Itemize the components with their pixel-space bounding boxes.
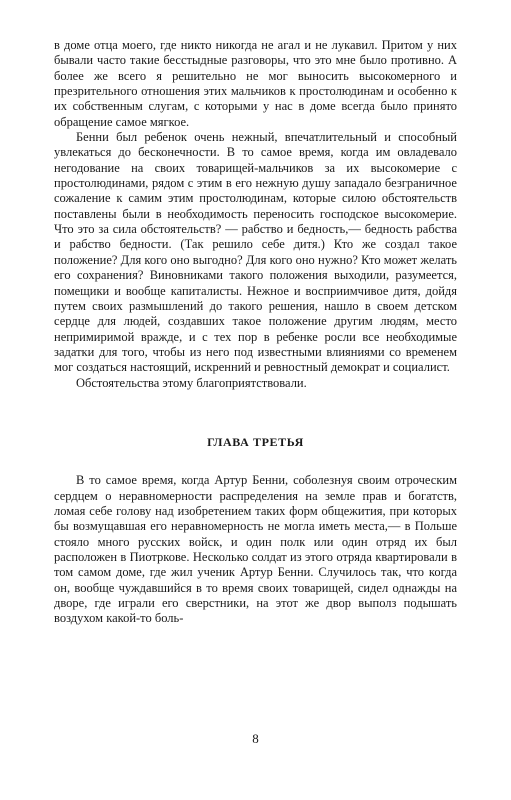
paragraph-1: в доме отца моего, где никто никогда не агал и не лукавил. Притом у них бывали часто такие бесстыдные разговоры, что это мне было противно. А более же всего я решительно не мог выносить высокомерного и презрительного отношения этих мальчиков к простолюдинам и особенно к их собственным слугам, с которыми у нас в доме всегда было принято обращение самое мягкое. [54,38,457,129]
page-number: 8 [252,731,259,746]
chapter-paragraph-1: В то самое время, когда Артур Бенни, соболезнуя своим отроческим сердцем о неравномерности распределения на земле прав и богатств, ломая себе голову над изобретением таких форм общежития, при которых бы возмущавшая его неравномерность не могла иметь места,— в Польше стояло много русских войск, и один полк или один отряд их был расположен в Пиотркове. Несколько солдат из этого отряда квартировали в том самом доме, где жил ученик Артур Бенни. Случилось так, что когда он, вообще чуждавшийся в то время своих товарищей, сидел однажды на дворе, где играли его сверстники, на этот же двор выполз подышать воздухом какой-то боль- [54,473,457,626]
paragraph-3: Обстоятельства этому благоприятствовали. [76,375,307,390]
page-body [54,38,457,627]
paragraph-2: Бенни был ребенок очень нежный, впечатлительный и способный увлекаться до бесконечности. В то самое время, когда им овладевало негодование на своих товарищей-мальчиков за их высокомерие с простолюдинами, рядом с этим в его нежную душу западало безграничное сожаление к самим этим простолюдинам, которые силою обстоятельств поставлены были в необходимость переносить господское высокомерие. Что это за сила обстоятельств? — рабство и бедность,— бедность рабства и рабство бедности. (Так решило себе дитя.) Кто же создал такое положение? Для кого оно выгодно? Для кого оно нужно? Кто может желать его сохранения? Виновниками такого положения выходили, разумеется, помещики и вообще капиталисты. Нежное и восприимчивое дитя, дойдя путем своих размышлений до такого решения, нашло в своем детском сердце для людей, создавших такое положение другим людям, место непримиримой вражде, и с тех пор в ребенке росли все необходимые задатки для того, чтобы из него под известными влияниями со временем мог создаться настоящий, искренний и ревностный демократ и социалист. [54,130,457,375]
chapter-heading: ГЛАВА ТРЕТЬЯ [207,434,304,449]
